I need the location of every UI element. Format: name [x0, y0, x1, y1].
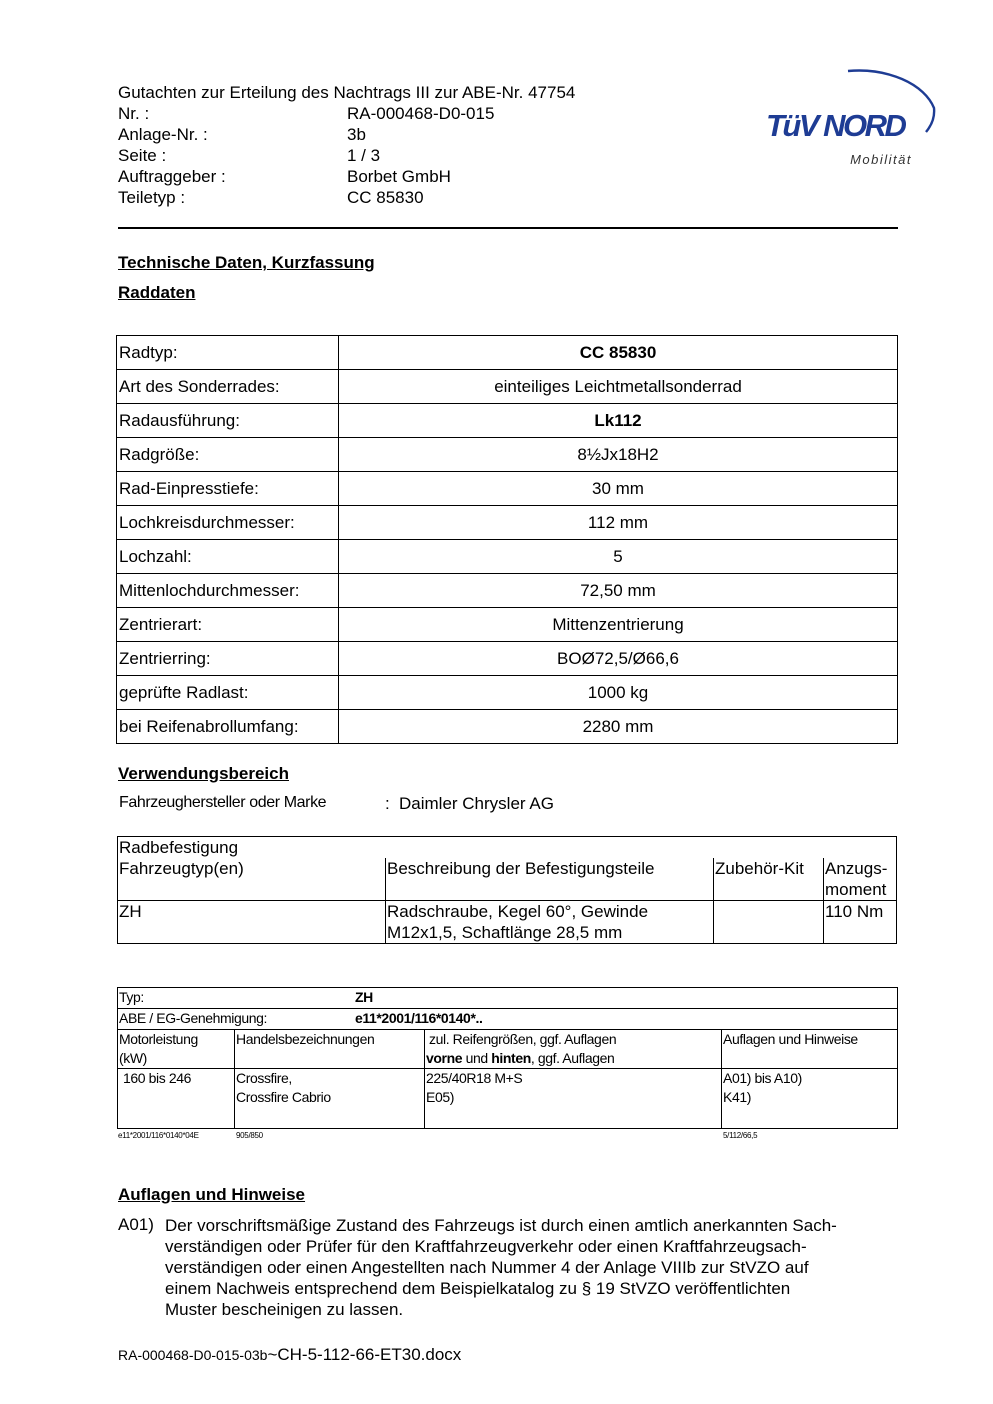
table-row [117, 710, 898, 744]
raddaten-value: 112 mm [339, 506, 898, 540]
table-row [117, 676, 898, 710]
abe-row [118, 1009, 898, 1030]
header-label: Anlage-Nr. : [118, 125, 208, 144]
raddaten-table [116, 335, 898, 744]
raddaten-value: 1000 kg [339, 676, 898, 710]
footnote-approval: e11*2001/116*0140*04E [118, 1131, 199, 1140]
vehicle-maker-label: Fahrzeughersteller oder Marke [119, 794, 327, 811]
hint-text: Der vorschriftsmäßige Zustand des Fahrzeugs ist durch einen amtlich anerkannten Sach- verständigen oder Prüfer für den Kraftfahrzeugverkehr oder einen Kraftfahrzeugsach- verständigen oder einen Angestellten nach Nummer 4 der Anlage VIIIb zur StVZO auf einem Nachweis entsprechend dem Beispielkatalog zu § 19 StVZO veröffentlichten Muster bescheinigen zu lassen. [165, 1216, 837, 1319]
header-row-anlage [118, 124, 575, 145]
raddaten-label: Art des Sonderrades: [117, 370, 339, 404]
typ-table [117, 987, 898, 1129]
table-row [117, 642, 898, 676]
cell-zubehoer-kit [714, 901, 824, 944]
raddaten-label: Zentrierring: [117, 642, 339, 676]
header-label: Auftraggeber : [118, 167, 226, 186]
raddaten-label: Radausführung: [117, 404, 339, 438]
table-row [117, 574, 898, 608]
footnote-loads: 905/850 [236, 1131, 263, 1140]
table-row [117, 370, 898, 404]
und-text: und [462, 1050, 492, 1066]
header-value: 3b [347, 125, 366, 144]
section-title-verwendung: Verwendungsbereich [118, 764, 289, 783]
header-anzugsmoment: Anzugs- moment [824, 858, 897, 901]
cell-beschreibung: Radschraube, Kegel 60°, Gewinde M12x1,5, Schaftlänge 28,5 mm [386, 901, 714, 944]
header-label: Nr. : [118, 104, 150, 123]
abe-label: ABE / EG-Genehmigung: [119, 1010, 268, 1026]
header-value: Borbet GmbH [347, 167, 451, 186]
cell-fahrzeugtyp: ZH [118, 901, 386, 944]
table-row [117, 506, 898, 540]
footer-filename: ~CH-5-112-66-ET30.docx [267, 1345, 462, 1364]
abe-value: e11*2001/116*0140*.. [355, 1010, 483, 1026]
header-row-seite [118, 145, 575, 166]
header-value: RA-000468-D0-015 [347, 104, 495, 123]
auflagen-text: , ggf. Auflagen [530, 1050, 615, 1066]
cell-handelsbezeichnungen: Crossfire, Crossfire Cabrio [235, 1069, 425, 1129]
header-handelsbezeichnungen: Handelsbezeichnungen [235, 1030, 425, 1069]
raddaten-value: BOØ72,5/Ø66,6 [339, 642, 898, 676]
header-reifengroessen [425, 1030, 722, 1069]
raddaten-value: 72,50 mm [339, 574, 898, 608]
raddaten-label: Lochkreisdurchmesser: [117, 506, 339, 540]
table-row [117, 438, 898, 472]
header-fahrzeugtyp: Fahrzeugtyp(en) [118, 858, 386, 901]
document-title: Gutachten zur Erteilung des Nachtrags III zur ABE-Nr. 47754 [118, 83, 576, 102]
raddaten-value: 5 [339, 540, 898, 574]
header-row-teiletyp [118, 187, 575, 208]
cell-motorleistung: 160 bis 246 [118, 1069, 235, 1129]
vehicle-maker-colon: : [385, 794, 390, 813]
vorne-text: vorne [426, 1050, 463, 1066]
header-row-nr [118, 103, 575, 124]
raddaten-value: 8½Jx18H2 [339, 438, 898, 472]
cell-anzugsmoment: 110 Nm [824, 901, 897, 944]
header-value: 1 / 3 [347, 146, 381, 165]
raddaten-label: Zentrierart: [117, 608, 339, 642]
raddaten-body [117, 336, 898, 744]
typ-label: Typ: [119, 989, 144, 1005]
table-row [117, 404, 898, 438]
reifen-header-line2 [426, 1049, 720, 1068]
footnote-bolt: 5/112/66,5 [723, 1131, 758, 1140]
table-row [117, 472, 898, 506]
raddaten-value: Mittenzentrierung [339, 608, 898, 642]
raddaten-label: Mittenlochdurchmesser: [117, 574, 339, 608]
table-row [118, 1069, 898, 1129]
header-beschreibung: Beschreibung der Befestigungsteile [386, 858, 714, 901]
hinten-text: hinten [491, 1050, 531, 1066]
header-divider [118, 227, 898, 229]
header-auflagen: Auflagen und Hinweise [722, 1030, 898, 1069]
raddaten-value: Lk112 [339, 404, 898, 438]
hint-code: A01) [118, 1215, 154, 1234]
reifen-header-line1: zul. Reifengrößen, ggf. Auflagen [429, 1031, 617, 1047]
tuv-nord-logo [764, 58, 944, 170]
table-row [118, 901, 897, 944]
raddaten-value: einteiliges Leichtmetallsonderrad [339, 370, 898, 404]
table-row [117, 540, 898, 574]
typ-value: ZH [355, 989, 373, 1005]
raddaten-label: Lochzahl: [117, 540, 339, 574]
logo-subtitle: Mobilität [850, 152, 912, 167]
raddaten-value: 2280 mm [339, 710, 898, 744]
document-header [118, 82, 575, 208]
header-row-auftraggeber [118, 166, 575, 187]
typ-row [118, 988, 898, 1009]
header-label: Seite : [118, 146, 167, 165]
logo-brand: TüV NORD [766, 108, 905, 143]
raddaten-value: 30 mm [339, 472, 898, 506]
vehicle-maker-value: Daimler Chrysler AG [399, 794, 554, 813]
table-row [117, 608, 898, 642]
table-row [117, 336, 898, 370]
section-title-raddaten: Raddaten [118, 283, 196, 302]
section-title-auflagen: Auflagen und Hinweise [118, 1185, 306, 1204]
raddaten-label: bei Reifenabrollumfang: [117, 710, 339, 744]
raddaten-label: Rad-Einpresstiefe: [117, 472, 339, 506]
header-value: CC 85830 [347, 188, 424, 207]
raddaten-label: Radgröße: [117, 438, 339, 472]
footer-docnum: RA-000468-D0-015-03b [118, 1347, 268, 1363]
header-motorleistung: Motorleistung (kW) [118, 1030, 235, 1069]
raddaten-value: CC 85830 [339, 336, 898, 370]
radbefestigung-table [117, 836, 897, 944]
header-label: Teiletyp : [118, 188, 186, 207]
cell-reifengroessen: 225/40R18 M+S E05) [425, 1069, 722, 1129]
section-title-tech: Technische Daten, Kurzfassung [118, 253, 375, 272]
radbefestigung-title: Radbefestigung [118, 837, 897, 859]
cell-auflagen: A01) bis A10) K41) [722, 1069, 898, 1129]
raddaten-label: geprüfte Radlast: [117, 676, 339, 710]
raddaten-label: Radtyp: [117, 336, 339, 370]
header-zubehoer-kit: Zubehör-Kit [714, 858, 824, 901]
document-footer [118, 1345, 461, 1365]
